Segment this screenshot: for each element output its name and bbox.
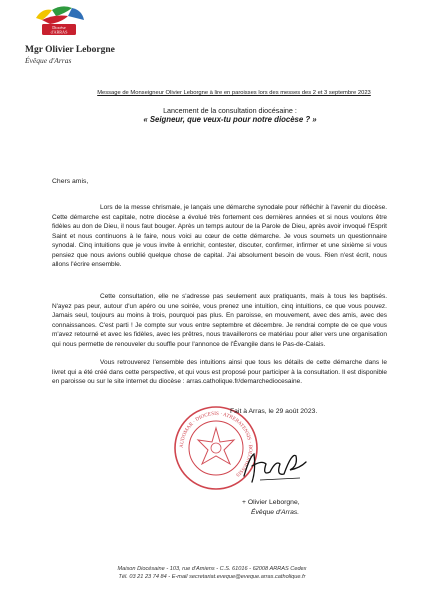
logo-line-1: Diocèse	[52, 25, 66, 30]
signature-date: Fait à Arras, le 29 août 2023.	[230, 408, 318, 415]
signatory-title: Évêque d'Arras.	[251, 509, 300, 516]
paragraph-3: Vous retrouverez l'ensemble des intuitions ainsi que tous les détails de cette démarche dans le livret qui a été créé dans cette perspective, et qui vous est proposé pour participer à la consultation. Il est disponible en paroisse ou sur le site internet du diocèse : arras.catholique.fr/demarchediocesaine.	[52, 359, 387, 385]
paragraph-1: Lors de la messe chrismale, je lançais une démarche synodale pour réfléchir à l'avenir du diocèse. Cette démarche est capitale, notre diocèse a évolué très fortement ces dernières années et si nous voulons être fidèles au don de Dieu, il nous faut bouger. Après un temps autour de la Parole de Dieu, après avoir invoqué l'Esprit Saint et nous continuons à le faire, nous voici au cœur de cette démarche. Je vous soumets un questionnaire synodal. Cinq intuitions que je vous invite à enrichir, contester, discuter, confirmer, infirmer et une sixième si vous pensiez que nous avions oublié quelque chose de capital. J'ai absolument besoin de vous. Rien n'est écrit, nous allons l'écrire ensemble.	[52, 204, 387, 268]
footer-contact: Tél. 03 21 23 74 84 - E-mail secretariat.eveque@eveque.arras.catholique.fr	[118, 574, 306, 580]
consultation-question: « Seigneur, que veux-tu pour notre diocèse ? »	[143, 115, 317, 124]
sender-title: Évêque d'Arras	[25, 56, 72, 65]
consultation-line: Lancement de la consultation diocésaine :	[163, 106, 297, 115]
diocese-logo	[28, 4, 90, 38]
sender-block	[25, 45, 115, 65]
paragraph-2: Cette consultation, elle ne s'adresse pas seulement aux pratiquants, mais à tous les baptisés. N'ayez pas peur, autour d'un apéro ou une soirée, vous prenez une intuition, cinq intuitions, ce que vous pouvez. Jamais seul, toujours au moins à trois, pourquoi pas plus. En paroisse, en mouvement, avec des amis, avec des connaissances. C'est parti ! Je compte sur vous entre septembre et décembre. Je rendrai compte de ce que vous m'avez retourné et avec les fidèles, avec les prêtres, nous travaillerons ce matériau pour aller vers une organisation qui nous permette de renouveler du souffle pour l'annonce de l'Évangile dans le Pas-de-Calais.	[52, 293, 387, 348]
message-heading: Message de Monseigneur Olivier Leborgne à lire en paroisses lors des messes des 2 et 3 septembre 2023	[97, 90, 371, 96]
footer-address: Maison Diocésaine - 103, rue d'Amiens - C.S. 61016 - 62008 ARRAS Cedex	[117, 566, 307, 572]
seal-text: AUDOMAR · DIOCESIS · ATREBATENSIS · BOLONIENSIS	[178, 410, 254, 478]
logo-line-2: d'ARRAS	[50, 29, 68, 35]
greeting: Chers amis,	[52, 178, 89, 185]
consultation-title	[130, 106, 330, 124]
sender-name: Mgr Olivier Leborgne	[25, 45, 115, 55]
signatory-name: + Olivier Leborgne,	[242, 499, 300, 506]
handwritten-signature	[240, 446, 310, 488]
